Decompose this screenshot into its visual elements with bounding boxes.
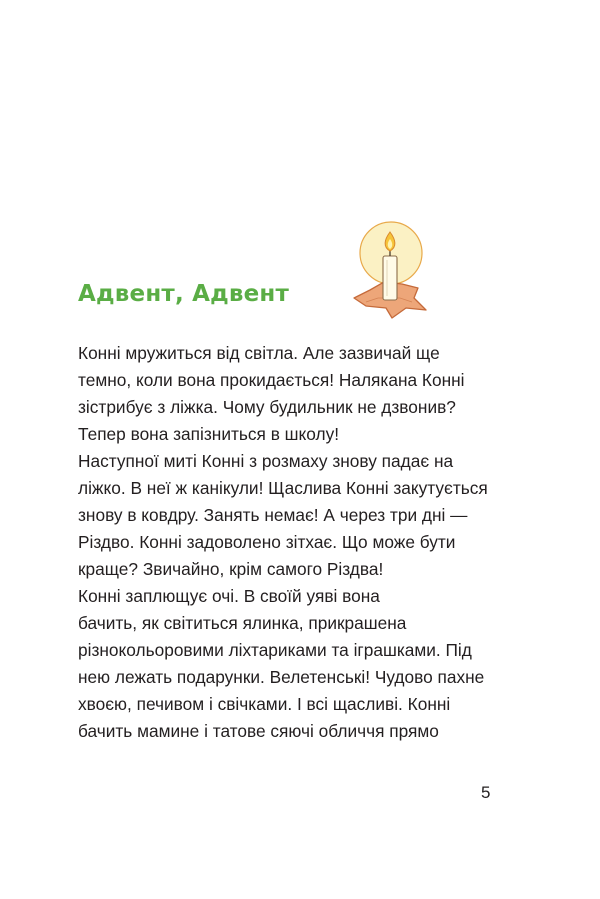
text-line: Наступної миті Конні з розмаху знову падає на (78, 451, 454, 471)
candle-icon (348, 218, 432, 322)
text-line: знову в ковдру. Занять немає! А через три дні — (78, 505, 468, 525)
text-line: хвоєю, печивом і свічками. І всі щасливі. Конні (78, 694, 451, 714)
chapter-title: Адвент, Адвент (78, 281, 290, 307)
text-line: Конні мружиться від світла. Але зазвичай ще (78, 343, 440, 363)
body-text (78, 340, 518, 745)
text-line: Різдво. Конні задоволено зітхає. Що може бути (78, 532, 456, 552)
text-line: бачить, як світиться ялинка, прикрашена (78, 613, 407, 633)
text-line: краще? Звичайно, крім самого Різдва! (78, 559, 384, 579)
text-line: різнокольоровими ліхтариками та іграшками. Під (78, 640, 472, 660)
text-line: Тепер вона запізниться в школу! (78, 424, 340, 444)
text-line: нею лежать подарунки. Велетенські! Чудово пахне (78, 667, 485, 687)
text-line: ліжко. В неї ж канікули! Щаслива Конні закутується (78, 478, 488, 498)
text-line: темно, коли вона прокидається! Налякана Конні (78, 370, 465, 390)
text-line: бачить мамине і татове сяючі обличчя прямо (78, 721, 439, 741)
page-number: 5 (481, 783, 491, 802)
text-line: Конні заплющує очі. В своїй уяві вона (78, 586, 380, 606)
text-line: зістрибує з ліжка. Чому будильник не дзвонив? (78, 397, 456, 417)
